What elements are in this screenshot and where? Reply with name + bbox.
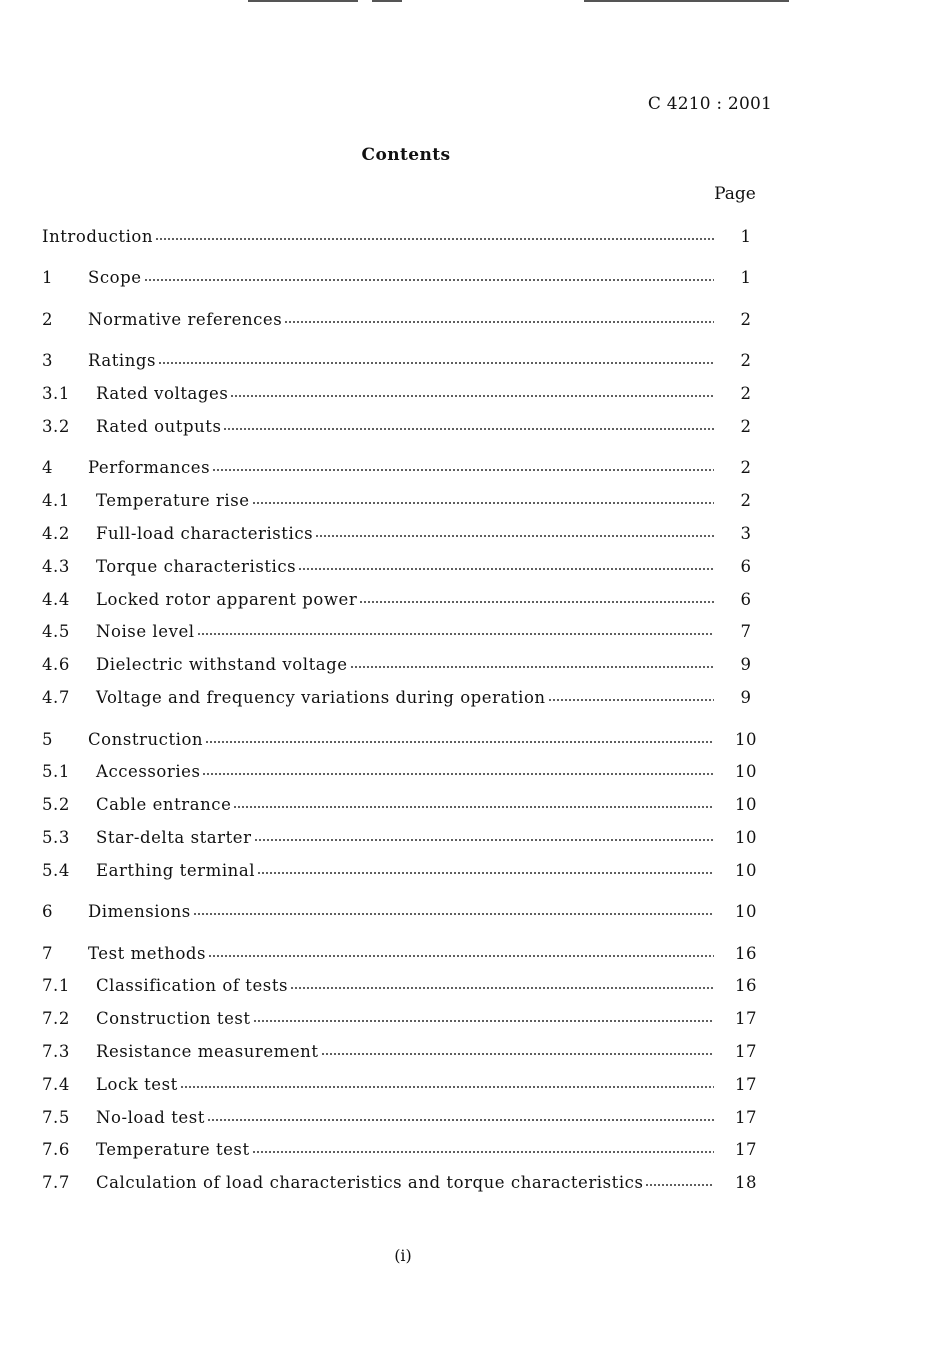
toc-entry-number: 5.2 — [42, 795, 70, 814]
toc-entry-number: 3.1 — [42, 384, 70, 403]
dot-leader — [315, 534, 714, 538]
dot-leader — [254, 838, 714, 842]
toc-entry-title: No-load test — [96, 1108, 205, 1127]
toc-entry-7-1[interactable] — [42, 976, 770, 1002]
toc-entry-3-2[interactable] — [42, 417, 770, 443]
toc-entry-page: 1 — [740, 227, 752, 246]
toc-entry-title: Dielectric withstand voltage — [96, 655, 348, 674]
toc-entry-number: 7.1 — [42, 976, 70, 995]
toc-entry-title: Voltage and frequency variations during operation — [96, 688, 546, 707]
toc-entry-page: 9 — [740, 688, 752, 707]
toc-entry-4-2[interactable] — [42, 524, 770, 550]
toc-entry-page: 2 — [740, 491, 752, 510]
toc-entry-title: Performances — [88, 458, 211, 477]
toc-entry-title: Introduction — [42, 227, 154, 246]
toc-entry-number: 5.1 — [42, 762, 70, 781]
toc-entry-4-3[interactable] — [42, 557, 770, 583]
toc-entry-page: 16 — [734, 944, 758, 963]
toc-entry-title: Rated voltages — [96, 384, 229, 403]
toc-entry-number: 4.5 — [42, 622, 70, 641]
toc-entry-page: 1 — [740, 268, 752, 287]
toc-entry-page: 9 — [740, 655, 752, 674]
page-title: Contents — [361, 145, 451, 165]
page-column-header: Page — [714, 184, 756, 204]
toc-entry-page: 17 — [734, 1042, 758, 1061]
toc-entry-page: 18 — [734, 1173, 758, 1192]
toc-entry-number: 2 — [42, 310, 54, 329]
toc-entry-title: Ratings — [88, 351, 157, 370]
toc-entry-1[interactable] — [42, 268, 770, 294]
toc-entry-4-4[interactable] — [42, 590, 770, 616]
toc-entry-page: 10 — [734, 795, 758, 814]
toc-entry-title: Temperature test — [96, 1140, 250, 1159]
toc-entry-title: Dimensions — [88, 902, 191, 921]
toc-entry-number: 4.6 — [42, 655, 70, 674]
dot-leader — [202, 772, 714, 776]
toc-entry-5[interactable] — [42, 730, 770, 756]
toc-entry-number: 7.4 — [42, 1075, 70, 1094]
toc-entry-page: 2 — [740, 351, 752, 370]
toc-entry-number: 4.7 — [42, 688, 70, 707]
toc-entry-title: Resistance measurement — [96, 1042, 319, 1061]
toc-entry-title: Rated outputs — [96, 417, 222, 436]
toc-entry-title: Classification of tests — [96, 976, 289, 995]
dot-leader — [233, 805, 714, 809]
dot-leader — [548, 698, 714, 702]
toc-entry-7[interactable] — [42, 944, 770, 970]
dot-leader — [350, 665, 714, 669]
toc-entry-number: 7.7 — [42, 1173, 70, 1192]
toc-entry-number: 7.6 — [42, 1140, 70, 1159]
toc-entry-page: 10 — [734, 730, 758, 749]
toc-entry-number: 7.3 — [42, 1042, 70, 1061]
toc-entry-7-3[interactable] — [42, 1042, 770, 1068]
toc-entry-number: 7 — [42, 944, 54, 963]
toc-entry-number: 6 — [42, 902, 54, 921]
toc-entry-5-1[interactable] — [42, 762, 770, 788]
dot-leader — [180, 1085, 714, 1089]
toc-entry-page: 3 — [740, 524, 752, 543]
toc-entry-page: 10 — [734, 828, 758, 847]
dot-leader — [144, 278, 714, 282]
toc-entry-number: 4.4 — [42, 590, 70, 609]
dot-leader — [252, 1150, 714, 1154]
toc-entry-4[interactable] — [42, 458, 770, 484]
toc-entry-title: Construction — [88, 730, 204, 749]
dot-leader — [155, 237, 714, 241]
toc-entry-page: 6 — [740, 590, 752, 609]
dot-leader — [207, 1118, 714, 1122]
dot-leader — [193, 912, 714, 916]
dot-leader — [257, 871, 714, 875]
dot-leader — [158, 361, 714, 365]
toc-entry-page: 17 — [734, 1009, 758, 1028]
dot-leader — [298, 567, 714, 571]
toc-entry-page: 6 — [740, 557, 752, 576]
toc-entry-title: Temperature rise — [96, 491, 250, 510]
toc-entry-7-2[interactable] — [42, 1009, 770, 1035]
toc-entry-number: 4.3 — [42, 557, 70, 576]
toc-entry-5-4[interactable] — [42, 861, 770, 887]
toc-entry-title: Earthing terminal — [96, 861, 256, 880]
toc-entry-page: 2 — [740, 417, 752, 436]
toc-entry-title: Star-delta starter — [96, 828, 252, 847]
toc-entry-page: 17 — [734, 1140, 758, 1159]
toc-entry-page: 10 — [734, 902, 758, 921]
toc-entry-page: 17 — [734, 1075, 758, 1094]
dot-leader — [252, 501, 714, 505]
toc-entry-title: Torque characteristics — [96, 557, 297, 576]
toc-entry-number: 5.4 — [42, 861, 70, 880]
toc-entry-page: 10 — [734, 762, 758, 781]
toc-entry-5-3[interactable] — [42, 828, 770, 854]
toc-entry-number: 4.2 — [42, 524, 70, 543]
toc-entry-3[interactable] — [42, 351, 770, 377]
toc-entry-page: 10 — [734, 861, 758, 880]
toc-entry-title: Noise level — [96, 622, 195, 641]
dot-leader — [205, 740, 714, 744]
toc-entry-number: 3.2 — [42, 417, 70, 436]
toc-entry-page: 16 — [734, 976, 758, 995]
dot-leader — [212, 468, 714, 472]
toc-entry-title: Full-load characteristics — [96, 524, 314, 543]
toc-entry-7-4[interactable] — [42, 1075, 770, 1101]
toc-entry-number: 4.1 — [42, 491, 70, 510]
toc-entry-4-1[interactable] — [42, 491, 770, 517]
toc-entry-4-6[interactable] — [42, 655, 770, 681]
toc-entry-title: Construction test — [96, 1009, 251, 1028]
toc-entry-number: 4 — [42, 458, 54, 477]
toc-entry-introduction[interactable] — [42, 227, 770, 253]
dot-leader — [645, 1183, 714, 1187]
dot-leader — [223, 427, 714, 431]
toc-entry-number: 5 — [42, 730, 54, 749]
toc-entry-6[interactable] — [42, 902, 770, 928]
toc-entry-page: 17 — [734, 1108, 758, 1127]
toc-entry-title: Accessories — [96, 762, 201, 781]
dot-leader — [197, 632, 714, 636]
toc-entry-7-7[interactable] — [42, 1173, 770, 1199]
toc-entry-3-1[interactable] — [42, 384, 770, 410]
page-number: (i) — [394, 1246, 412, 1265]
toc-entry-7-5[interactable] — [42, 1108, 770, 1134]
dot-leader — [359, 600, 714, 604]
toc-entry-page: 2 — [740, 384, 752, 403]
toc-entry-number: 5.3 — [42, 828, 70, 847]
toc-entry-number: 7.5 — [42, 1108, 70, 1127]
toc-entry-title: Test methods — [88, 944, 207, 963]
toc-entry-title: Calculation of load characteristics and torque characteristics — [96, 1173, 644, 1192]
toc-entry-title: Cable entrance — [96, 795, 232, 814]
toc-entry-title: Lock test — [96, 1075, 178, 1094]
toc-entry-page: 2 — [740, 310, 752, 329]
document-code: C 4210 : 2001 — [647, 94, 772, 114]
toc-entry-7-6[interactable] — [42, 1140, 770, 1166]
toc-entry-number: 3 — [42, 351, 54, 370]
toc-entry-4-7[interactable] — [42, 688, 770, 714]
toc-entry-number: 1 — [42, 268, 54, 287]
toc-entry-2[interactable] — [42, 310, 770, 336]
toc-entry-title: Normative references — [88, 310, 283, 329]
toc-entry-5-2[interactable] — [42, 795, 770, 821]
toc-entry-page: 7 — [740, 622, 752, 641]
dot-leader — [290, 986, 714, 990]
dot-leader — [230, 394, 714, 398]
dot-leader — [208, 954, 714, 958]
dot-leader — [321, 1052, 714, 1056]
toc-entry-page: 2 — [740, 458, 752, 477]
dot-leader — [253, 1019, 714, 1023]
toc-entry-number: 7.2 — [42, 1009, 70, 1028]
toc-entry-title: Scope — [88, 268, 142, 287]
toc-entry-title: Locked rotor apparent power — [96, 590, 358, 609]
dot-leader — [284, 320, 714, 324]
toc-entry-4-5[interactable] — [42, 622, 770, 648]
